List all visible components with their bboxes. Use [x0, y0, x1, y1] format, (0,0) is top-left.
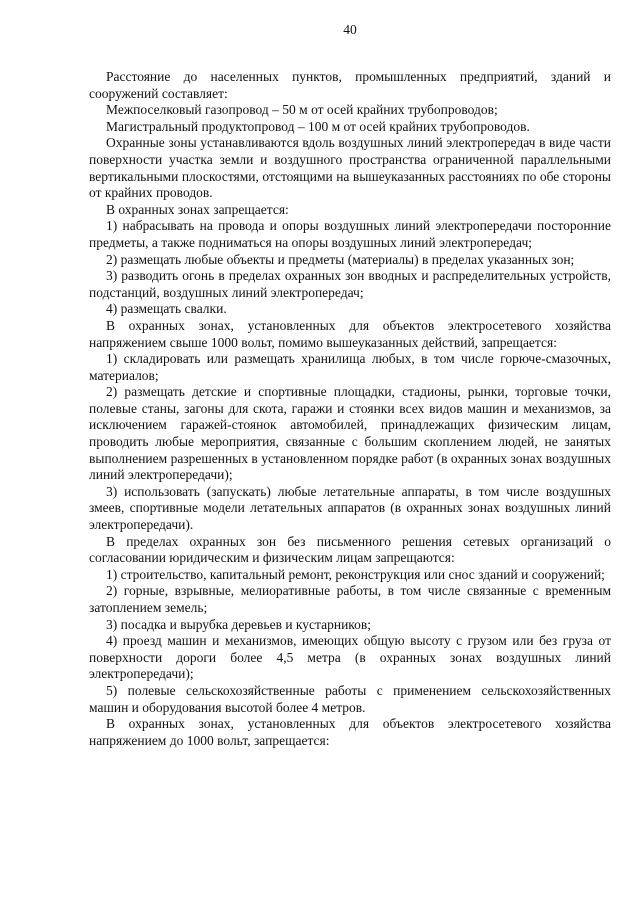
list-item: 2) размещать детские и спортивные площадки, стадионы, рынки, торговые точки, полевые станы, загоны для скота, гаражи и стоянки всех видов машин и механизмов, за исключением гаражей-стоянок автомобилей, принадлежащих физическим лицам, проводить любые мероприятия, связанные с большим скоплением людей, не занятых выполнением разрешенных в установленном порядке работ (в охранных зонах воздушных линий электропередачи);	[89, 384, 611, 483]
document-body	[89, 69, 611, 749]
paragraph-product-pipeline: Магистральный продуктопровод – 100 м от осей крайних трубопроводов.	[106, 118, 530, 134]
list-item: 2) размещать любые объекты и предметы (материалы) в пределах указанных зон;	[106, 251, 575, 267]
paragraph-gas-pipeline: Межпоселковый газопровод – 50 м от осей крайних трубопроводов;	[106, 102, 498, 118]
list-item: 4) размещать свалки.	[106, 301, 227, 317]
paragraph-over-1000v: В охранных зонах, установленных для объектов электросетевого хозяйства напряжением свыше 1000 вольт, помимо вышеуказанных действий, запрещается:	[89, 317, 611, 350]
list-item: 1) складировать или размещать хранилища любых, в том числе горюче-смазочных, материалов;	[89, 351, 611, 383]
list-item: 3) использовать (запускать) любые летательные аппараты, в том числе воздушных змеев, спортивные модели летательных аппаратов (в охранных зонах воздушных линий электропередачи).	[89, 483, 611, 533]
paragraph-prohibited-heading: В охранных зонах запрещается:	[106, 201, 289, 217]
page-number: 40	[343, 22, 357, 37]
list-item: 5) полевые сельскохозяйственные работы с применением сельскохозяйственных машин и оборудования высотой более 4 метров.	[89, 682, 611, 715]
paragraph-distances-intro: Расстояние до населенных пунктов, промышленных предприятий, зданий и сооружений составляет:	[89, 69, 611, 101]
document-page	[89, 22, 611, 749]
list-item: 2) горные, взрывные, мелиоративные работы, в том числе связанные с временным затоплением земель;	[89, 583, 611, 615]
paragraph-without-permission: В пределах охранных зон без письменного решения сетевых организаций о согласовании юридическим и физическим лицам запрещаются:	[89, 533, 611, 566]
list-item: 1) строительство, капитальный ремонт, реконструкция или снос зданий и сооружений;	[106, 566, 605, 582]
paragraph-protection-zones: Охранные зоны устанавливаются вдоль воздушных линий электропередач в виде части поверхности участка земли и воздушного пространства ограниченной параллельными вертикальными плоскостями, отстоящими на вышеуказанных расстояниях по обе стороны от крайних проводов.	[89, 135, 611, 201]
list-item: 3) разводить огонь в пределах охранных зон вводных и распределительных устройств, подстанций, воздушных линий электропередач;	[89, 268, 611, 300]
list-item: 4) проезд машин и механизмов, имеющих общую высоту с грузом или без груза от поверхности дороги более 4,5 метра (в охранных зонах воздушных линий электропередачи);	[89, 633, 611, 682]
list-item: 3) посадка и вырубка деревьев и кустарников;	[106, 616, 372, 632]
list-item: 1) набрасывать на провода и опоры воздушных линий электропередачи посторонние предметы, а также подниматься на опоры воздушных линий электропередач;	[89, 218, 611, 250]
paragraph-under-1000v: В охранных зонах, установленных для объектов электросетевого хозяйства напряжением до 1000 вольт, запрещается:	[89, 716, 611, 748]
